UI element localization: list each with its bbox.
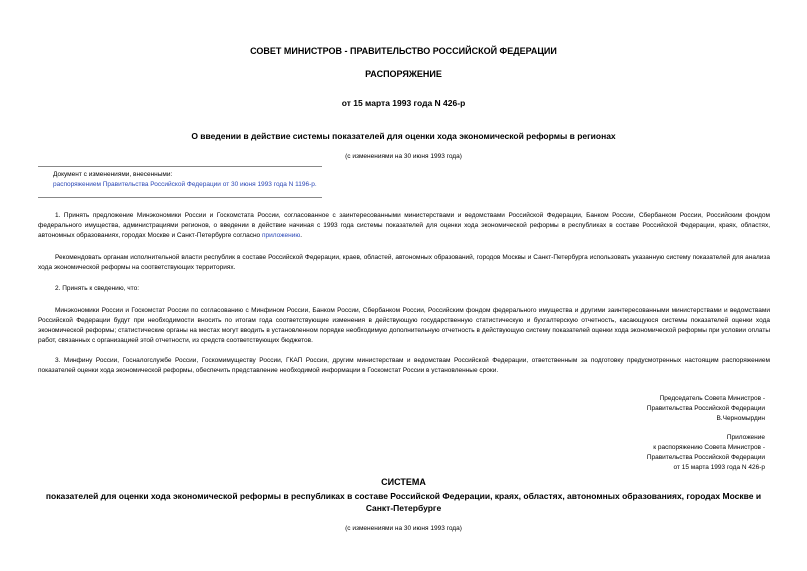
- paragraph-3: 2. Принять к сведению, что:: [55, 285, 140, 292]
- system-title: СИСТЕМА: [381, 477, 426, 487]
- signature-line-1: Председатель Совета Министров -: [659, 395, 765, 402]
- document-title: О введении в действие системы показателей для оценки хода экономической реформы в регионах: [191, 131, 616, 141]
- appendix-block: [647, 433, 765, 473]
- divider-bottom: [38, 197, 322, 198]
- paragraph-1-text: 1. Принять предложение Минэкономики России и Госкомстата России, согласованное с заинтересованными министерствами и ведомствами Российской Федерации, Банком России, Сбербанком России, Российским фондом федерального имущества, администрациями регионов, о введении в действие начиная с 1993 года системы показателей для оценки хода экономической реформы в республиках в составе Российской Федерации, краях, областях, автономных образованиях, городах Москве и Санкт-Петербурге согласно: [38, 212, 770, 239]
- appendix-line-4: от 15 марта 1993 года N 426-р: [673, 464, 765, 471]
- paragraph-5: 3. Минфину России, Госналогслужбе России, Госкомимуществу России, ГКАП России, другим министерствам и ведомствам Российской Федерации, ответственным за подготовку предусмотренных настоящим распоряжением показателей оценки хода экономической реформы, обеспечить представление необходимой информации в Госкомстат России в установленные сроки.: [38, 357, 770, 374]
- appendix-line-3: Правительства Российской Федерации: [646, 454, 765, 461]
- paragraph-1: 1. Принять предложение Минэкономики России и Госкомстата России, согласованное с заинтересованными министерствами и ведомствами Российской Федерации, Банком России, Сбербанком России, Российским фондом федерального имущества, администрациями регионов, о введении в действие начиная с 1993 года системы показателей для оценки хода экономической реформы в республиках в составе Российской Федерации, краях, областях, автономных образованиях, городах Москве и Санкт-Петербурге согласно приложению.: [38, 212, 770, 239]
- change-note-label: Документ с изменениями, внесенными:: [53, 171, 173, 178]
- system-changes-note: (с изменениями на 30 июня 1993 года): [345, 525, 462, 532]
- divider-top: [38, 166, 322, 167]
- signature-name: В.Черномырдин: [716, 415, 765, 422]
- change-note-link[interactable]: распоряжением Правительства Российской Федерации от 30 июня 1993 года N 1196-р.: [53, 181, 317, 188]
- document-date: от 15 марта 1993 года N 426-р: [341, 98, 466, 108]
- paragraph-2: Рекомендовать органам исполнительной власти республик в составе Российской Федерации, краев, областей, автономных образований, городов Москвы и Санкт-Петербурга использовать указанную систему показателей для анализа хода экономической реформы на соответствующих территориях.: [38, 254, 770, 271]
- document-type: РАСПОРЯЖЕНИЕ: [365, 69, 442, 79]
- appendix-line-1: Приложение: [726, 434, 765, 441]
- system-subtitle: показателей для оценки хода экономической реформы в республиках в составе Российской Федерации, краях, областях, автономных образованиях, городах Москве и Санкт-Петербурге: [45, 491, 762, 513]
- signature-block: [647, 394, 765, 424]
- appendix-line-2: к распоряжению Совета Министров -: [653, 444, 765, 451]
- government-heading: СОВЕТ МИНИСТРОВ - ПРАВИТЕЛЬСТВО РОССИЙСКОЙ ФЕДЕРАЦИИ: [250, 46, 557, 56]
- paragraph-4: Минэкономики России и Госкомстат России по согласованию с Минфином России, Банком России, Сбербанком России, Российским фондом федерального имущества и другими заинтересованными министерствами и ведомствами Российской Федерации будут при необходимости вносить по итогам года соответствующие изменения в действующую государственную статистическую и бухгалтерскую отчетность, касающуюся системы показателей оценки хода экономической реформы; статистические органы на местах могут вводить в установленном порядке необходимую дополнительную отчетность в действующую систему показателей оценки хода экономической реформы при условии оплаты работ, связанных с организацией этой отчетности, из средств соответствующих бюджетов.: [38, 307, 770, 344]
- changes-note: (с изменениями на 30 июня 1993 года): [345, 153, 462, 160]
- signature-line-2: Правительства Российской Федерации: [646, 405, 765, 412]
- appendix-link[interactable]: приложению: [261, 232, 301, 239]
